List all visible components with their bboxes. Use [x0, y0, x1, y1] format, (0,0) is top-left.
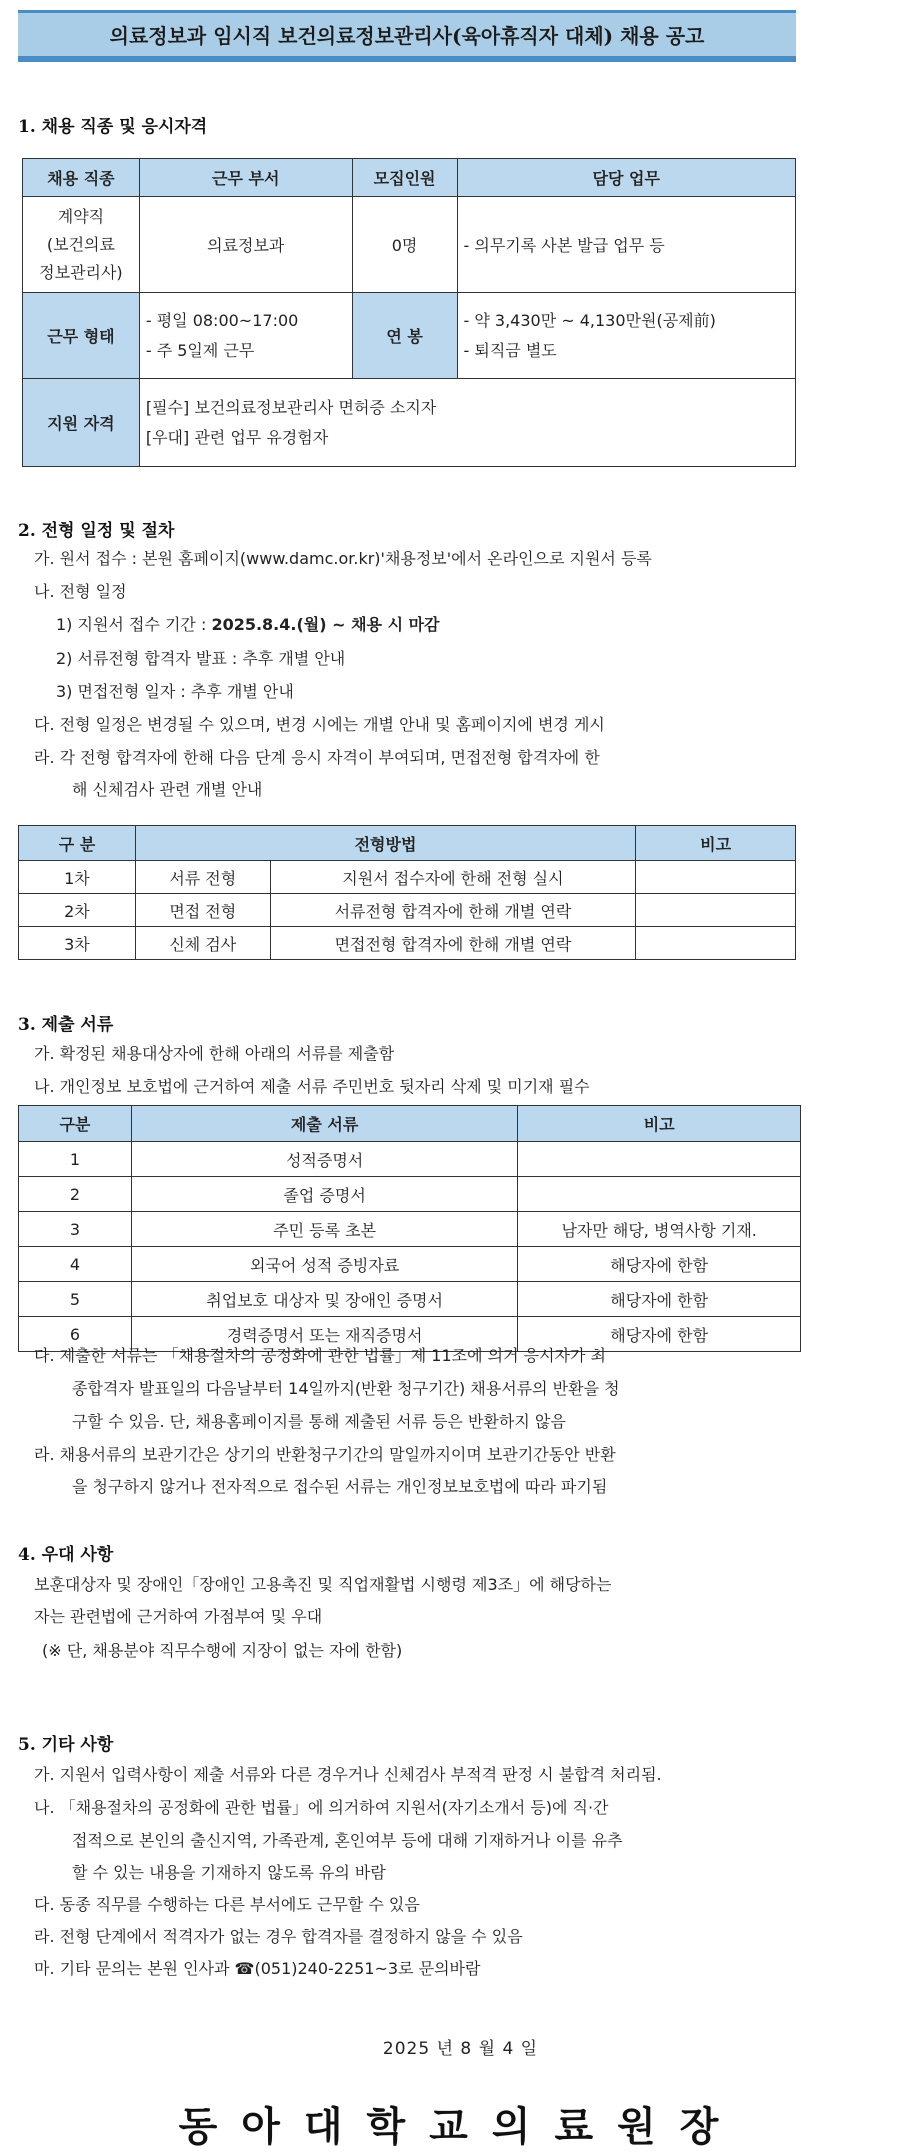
- selection-header-method: 전형방법: [135, 826, 635, 861]
- job-table: [22, 158, 796, 467]
- table-row: 1차 서류 전형 지원서 접수자에 한해 전형 실시: [19, 861, 796, 894]
- s2-item-b: 나. 전형 일정: [34, 582, 127, 601]
- docs-header-no: 구분: [19, 1106, 132, 1142]
- s3-item-d-line1: 라. 채용서류의 보관기간은 상기의 반환청구기간의 말일까지이며 보관기간동안 반환: [34, 1445, 616, 1464]
- notice-date: 2025 년 8 월 4 일: [382, 2039, 539, 2059]
- s5-item-b-line2: 접적으로 본인의 출신지역, 가족관계, 혼인여부 등에 대해 기재하거나 이를 유추: [72, 1831, 623, 1850]
- table-row: 5 취업보호 대상자 및 장애인 증명서 해당자에 한함: [19, 1282, 801, 1317]
- docs-header-doc: 제출 서류: [131, 1106, 517, 1142]
- s3-item-d-line2: 을 청구하지 않거나 전자적으로 접수된 서류는 개인정보보호법에 따라 파기됨: [72, 1477, 608, 1496]
- selection-header-remark: 비고: [636, 826, 796, 861]
- docs-header-remark: 비고: [518, 1106, 801, 1142]
- s2-item-b2: 2) 서류전형 합격자 발표 : 추후 개별 안내: [56, 649, 346, 668]
- s5-item-c: 다. 동종 직무를 수행하는 다른 부서에도 근무할 수 있음: [34, 1895, 420, 1914]
- s5-item-b-line1: 나. 「채용절차의 공정화에 관한 법률」에 의거하여 지원서(자기소개서 등)에 직·간: [34, 1798, 609, 1817]
- s2-item-b3: 3) 면접전형 일자 : 추후 개별 안내: [56, 682, 294, 701]
- header-dept: 근무 부서: [139, 159, 352, 197]
- s4-line1: 보훈대상자 및 장애인「장애인 고용촉진 및 직업재활법 시행령 제3조」에 해당하는: [34, 1575, 612, 1594]
- selection-header-division: 구 분: [19, 826, 136, 861]
- header-work-form: 근무 형태: [23, 293, 140, 379]
- s3-item-a: 가. 확정된 채용대상자에 한해 아래의 서류를 제출함: [34, 1044, 395, 1063]
- s5-item-b-line3: 할 수 있는 내용을 기재하지 않도록 유의 바람: [72, 1863, 386, 1882]
- s2-item-a: 가. 원서 접수 : 본원 홈페이지(www.damc.or.kr)'채용정보'에서 온라인으로 지원서 등록: [34, 549, 652, 568]
- table-row: 1 성적증명서: [19, 1142, 801, 1177]
- signature: 동아대학교의료원장: [178, 2103, 743, 2150]
- work-form-cell: - 평일 08:00~17:00 - 주 5일제 근무: [139, 293, 352, 379]
- selection-table: [18, 825, 796, 960]
- table-row: 3 주민 등록 초본 남자만 해당, 병역사항 기재.: [19, 1212, 801, 1247]
- table-row: 3차 신체 검사 면접전형 합격자에 한해 개별 연락: [19, 927, 796, 960]
- s2-item-d-line2: 해 신체검사 관련 개별 안내: [72, 780, 263, 799]
- s2-item-d-line1: 라. 각 전형 합격자에 한해 다음 단계 응시 자격이 부여되며, 면접전형 합격자에 한: [34, 748, 600, 767]
- table-row: 2 졸업 증명서: [19, 1177, 801, 1212]
- table-row: 2차 면접 전형 서류전형 합격자에 한해 개별 연락: [19, 894, 796, 927]
- section-4-heading: 4. 우대 사항: [18, 1545, 114, 1565]
- s3-item-b: 나. 개인정보 보호법에 근거하여 제출 서류 주민번호 뒷자리 삭제 및 미기재 필수: [34, 1077, 590, 1096]
- header-salary: 연 봉: [352, 293, 457, 379]
- s5-item-d: 라. 전형 단계에서 적격자가 없는 경우 합격자를 결정하지 않을 수 있음: [34, 1927, 523, 1946]
- s3-item-c-line3: 구할 수 있음. 단, 채용홈페이지를 통해 제출된 서류 등은 반환하지 않음: [72, 1412, 566, 1431]
- title-banner: [18, 10, 796, 62]
- dept-cell: 의료정보과: [139, 197, 352, 293]
- section-5-heading: 5. 기타 사항: [18, 1735, 114, 1755]
- section-1-heading: 1. 채용 직종 및 응시자격: [18, 117, 208, 137]
- page-title: 의료정보과 임시직 보건의료정보관리사(육아휴직자 대체) 채용 공고: [109, 24, 705, 48]
- salary-cell: - 약 3,430만 ~ 4,130만원(공제前) - 퇴직금 별도: [457, 293, 796, 379]
- s3-item-c-line2: 종합격자 발표일의 다음날부터 14일까지(반환 청구기간) 채용서류의 반환을 청: [72, 1379, 620, 1398]
- header-job: 채용 직종: [23, 159, 140, 197]
- header-duty: 담당 업무: [457, 159, 796, 197]
- s3-item-c-line1: 다. 제출한 서류는 「채용절차의 공정화에 관한 법률」제 11조에 의거 응시자가 최: [34, 1346, 606, 1365]
- s5-item-a: 가. 지원서 입력사항이 제출 서류와 다른 경우거나 신체검사 부적격 판정 시 불합격 처리됨.: [34, 1765, 662, 1784]
- section-2-heading: 2. 전형 일정 및 절차: [18, 521, 175, 541]
- table-row: 4 외국어 성적 증빙자료 해당자에 한함: [19, 1247, 801, 1282]
- section-3-heading: 3. 제출 서류: [18, 1015, 114, 1035]
- count-cell: 0명: [352, 197, 457, 293]
- table-row: 6 경력증명서 또는 재직증명서 해당자에 한함: [19, 1317, 801, 1352]
- header-count: 모집인원: [352, 159, 457, 197]
- duty-cell: - 의무기록 사본 발급 업무 등: [457, 197, 796, 293]
- s5-item-e: 마. 기타 문의는 본원 인사과 ☎(051)240-2251~3로 문의바람: [34, 1959, 481, 1978]
- job-type-cell: 계약직 (보건의료 정보관리사): [23, 197, 140, 293]
- s2-item-b1: 1) 지원서 접수 기간 : 2025.8.4.(월) ~ 채용 시 마감: [56, 615, 440, 634]
- s4-line3: (※ 단, 채용분야 직무수행에 지장이 없는 자에 한함): [42, 1641, 403, 1660]
- s2-item-c: 다. 전형 일정은 변경될 수 있으며, 변경 시에는 개별 안내 및 홈페이지에 변경 게시: [34, 715, 605, 734]
- qualification-cell: [필수] 보건의료정보관리사 면허증 소지자 [우대] 관련 업무 유경험자: [139, 379, 795, 467]
- s4-line2: 자는 관련법에 근거하여 가점부여 및 우대: [34, 1607, 323, 1626]
- documents-table: [18, 1105, 801, 1352]
- header-qualification: 지원 자격: [23, 379, 140, 467]
